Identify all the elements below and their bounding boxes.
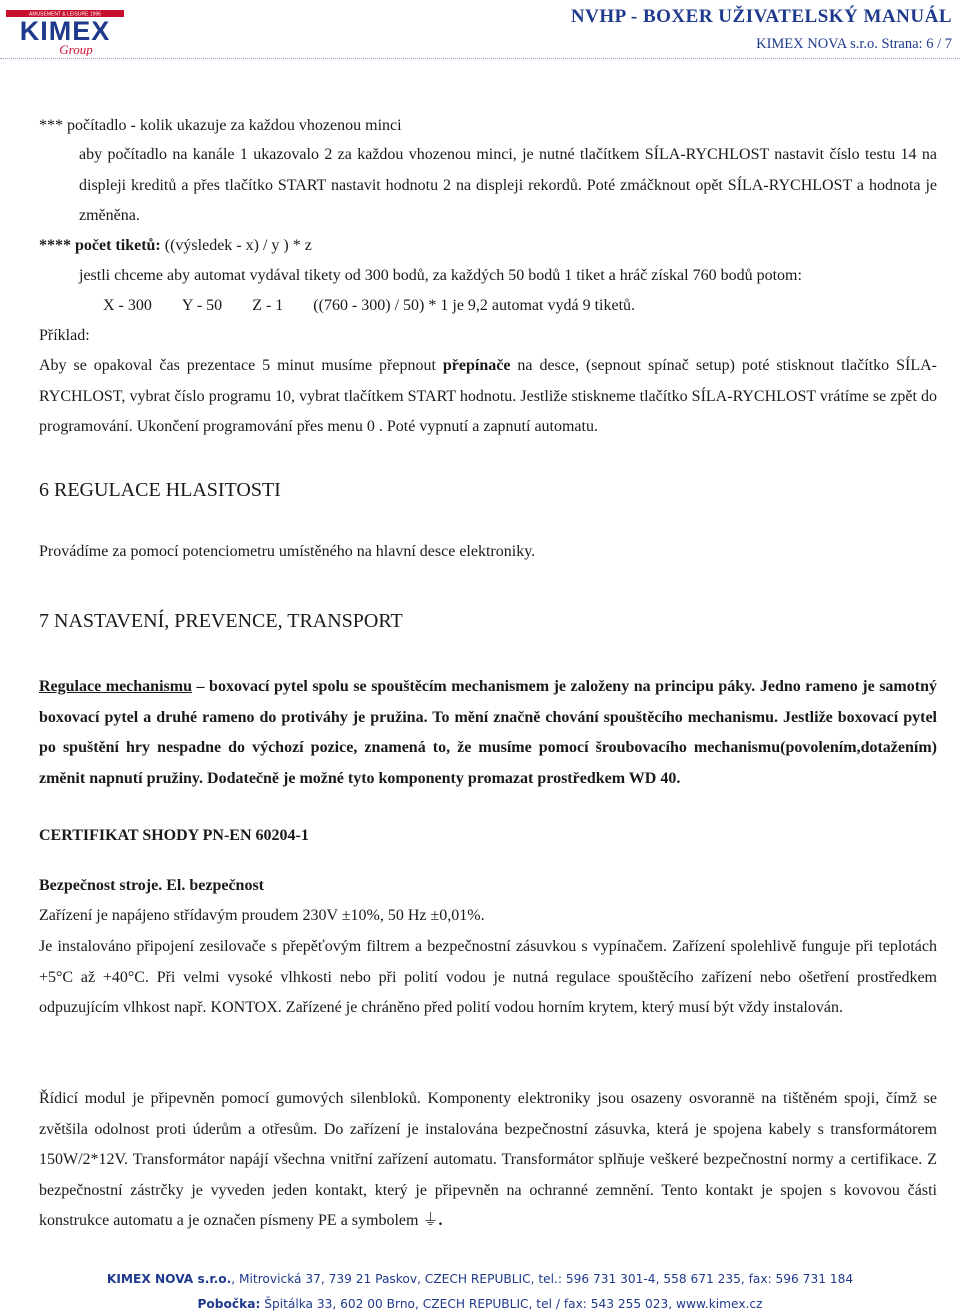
counter-paragraph-text: aby počítadlo na kanále 1 ukazovalo 2 za každou vhozenou minci, je nutné tlačítkem SÍLA-RYCHLOST nastavit číslo testu 14 na displeji kreditů a přes tlačítko START nastavit hodnotu 2 na displeji rekordů. Poté zmáčknout opět SÍLA-RYCHLOST a hodnota je změněna.	[79, 146, 937, 224]
footer-address-text: , Mitrovická 37, 739 21 Paskov, CZECH REPUBLIC, tel.: 596 731 301-4, 558 671 235, fax: 596 731 184	[231, 1272, 854, 1286]
page-number: 6 / 7	[926, 36, 952, 52]
control-module-text: Řídicí modul je připevněn pomocí gumových silenbloků. Komponenty elektroniky jsou osazeny osvorannë na tištěném spoji, čímž se zvětšila odolnost proti úderům a otřesům. Do zařízení je instalována bezpečnostní zásuvka, která je spojena kabely s transformátorem 150W/2*12V. Transformátor napájí všechna vnitřní zařízení automatu. Transformátor splňuje veškeré bezpečnostní normy a certifikace. Z bezpečnostní zástrčky je vyveden jeden kontakt, který je připevněn na ochranné zemnění. Tento kontakt je spojen s kovovou části konstrukce automatu a je označen písmeny PE a symbolem	[39, 1090, 937, 1229]
control-module-end: .	[438, 1212, 443, 1229]
company-name: KIMEX NOVA s.r.o.	[756, 36, 878, 52]
tickets-values	[103, 297, 661, 315]
tickets-heading	[39, 237, 312, 255]
logo-script-text: Group	[59, 42, 93, 56]
certificate-line: CERTIFIKAT SHODY PN-EN 60204-1	[39, 827, 309, 844]
footer-company: KIMEX NOVA s.r.o.	[106, 1272, 232, 1286]
counter-heading: *** počítadlo - kolik ukazuje za každou vhozenou minci	[39, 117, 402, 134]
tickets-paragraph: jestli chceme aby automat vydával tikety od 300 bodů, za každých 50 bodů 1 tiket a hráč získal 760 bodů potom:	[79, 267, 802, 284]
safety-title: Bezpečnost stroje. El. bezpečnost	[39, 877, 264, 894]
example-text-end: na desce, (sepnout spínač setup) poté stisknout tlačítko SÍLA-RYCHLOST, vybrat číslo programu 10, vybrat tlačítkem START hodnotu. Jestliže stiskneme tlačítko SÍLA-RYCHLOST vrátíme se zpět do programování. Ukončení programování přes menu 0 . Poté vypnutí a zapnutí automatu.	[39, 357, 937, 435]
logo-top-text: AMUSEMENT & LEISURE 1996	[29, 11, 101, 18]
value-result: ((760 - 300) / 50) * 1 je 9,2 automat vydá 9 tiketů.	[313, 297, 636, 314]
regulation-label: Regulace mechanismu	[39, 678, 192, 695]
control-module-paragraph	[39, 1084, 937, 1237]
tickets-stars: ****	[39, 237, 71, 254]
kimex-logo	[6, 10, 124, 56]
section-6-title: 6 REGULACE HLASITOSTI	[39, 479, 281, 501]
manual-title: NVHP - BOXER UŽIVATELSKÝ MANUÁL	[570, 6, 952, 27]
section-6-text: Provádíme za pomocí potenciometru umístěného na hlavní desce elektroniky.	[39, 543, 536, 560]
page-info	[756, 36, 952, 53]
value-x: X - 300	[103, 297, 152, 314]
footer-address	[0, 1272, 960, 1286]
example-text-start: Aby se opakoval čas prezentace 5 minut musíme přepnout	[39, 357, 443, 374]
example-text-bold: přepínače	[442, 357, 511, 374]
footer-branch-label: Pobočka:	[197, 1297, 261, 1311]
value-y: Y - 50	[181, 297, 223, 314]
logo-main-text: KIMEX	[19, 16, 111, 46]
counter-paragraph	[39, 140, 937, 232]
regulation-text: – boxovací pytel spolu se spouštěcím mechanismem je založeny na principu páky. Jedno rameno je samotný boxovací pytel a druhé rameno do protiváhy je pružina. To mění značně chování spouštěcího mechanismu. Jestliže boxovací pytel po spuštění hry nespadne do výchozí pozice, znamená to, že musíme pomocí šroubovacího mechanismu(povolením,dotažením) změnit napnutí pružiny. Dodatečně je možné tyto komponenty promazat prostředkem WD 40.	[39, 678, 937, 787]
earth-ground-icon: ⏚	[422, 1212, 439, 1229]
footer-branch-text: Špitálka 33, 602 00 Brno, CZECH REPUBLIC, tel / fax: 543 255 023, www.kimex.cz	[260, 1297, 763, 1311]
safety-paragraph: Je instalováno připojení zesilovače s přepěťovým filtrem a bezpečnostní zásuvkou s vypínačem. Zařízení spolehlivě funguje při teplotách +5°C až +40°C. Při velmi vysoké vlhkosti nebo při polití vodou je nutná regulace spouštěcího zařízení nebo ošetření prostředkem odpuzujícím vlhkost např. KONTOX. Zařízené je chráněno před polití vodou horním krytem, který musí být vždy instalován.	[39, 938, 937, 1016]
power-supply-line: Zařízení je napájeno střídavým proudem 230V ±10%, 50 Hz ±0,01%.	[39, 907, 485, 924]
tickets-label: počet tiketů:	[75, 237, 161, 254]
tickets-formula: ((výsledek - x) / y ) * z	[164, 237, 312, 254]
example-label: Příklad:	[39, 327, 90, 344]
footer-branch	[0, 1297, 960, 1311]
value-z: Z - 1	[252, 297, 284, 314]
example-paragraph	[39, 351, 937, 443]
section-7-title: 7 NASTAVENÍ, PREVENCE, TRANSPORT	[39, 610, 403, 632]
regulation-paragraph	[39, 672, 937, 794]
page-label: Strana:	[881, 36, 923, 52]
header-divider	[0, 58, 960, 59]
